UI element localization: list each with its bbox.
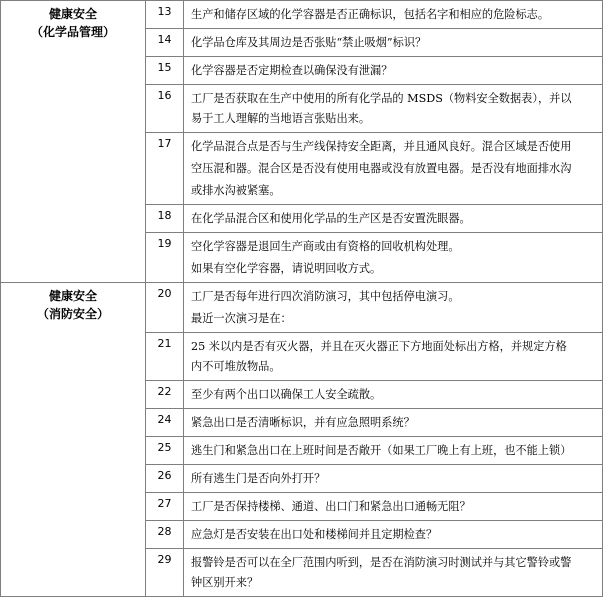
- item-text-line: 在化学品混合区和使用化学品的生产区是否安置洗眼器。: [191, 212, 471, 225]
- item-number-cell: [146, 333, 184, 381]
- item-text-line: 工厂是否保持楼梯、通道、出口门和紧急出口通畅无阻？: [191, 500, 471, 513]
- item-text-cell: [184, 381, 603, 409]
- item-number: 22: [157, 385, 172, 398]
- item-number: 18: [157, 209, 172, 222]
- item-text-line: 逃生门和紧急出口在上班时间是否敞开（如果工厂晚上有上班，也不能上锁）: [191, 444, 572, 457]
- item-text-line: 易于工人理解的当地语言张贴出来。: [191, 112, 371, 125]
- table-row: [1, 283, 603, 333]
- item-text-cell: [184, 233, 603, 283]
- item-number-cell: [146, 283, 184, 333]
- item-text-line: 空化学容器是退回生产商或由有资格的回收机构处理。: [191, 240, 460, 253]
- item-text-cell: [184, 57, 603, 85]
- item-text-cell: [184, 549, 603, 597]
- item-number-cell: [146, 133, 184, 205]
- item-text-line: 最近一次演习是在：: [191, 312, 292, 325]
- item-number: 21: [157, 337, 172, 350]
- item-text-line: 空压混和器。混合区是否没有使用电器或没有放置电器。是否没有地面排水沟: [191, 162, 572, 175]
- item-number-cell: [146, 1, 184, 29]
- item-number-cell: [146, 381, 184, 409]
- item-number: 29: [157, 553, 172, 566]
- item-text-line: 25 米以内是否有灭火器，并且在灭火器正下方地面处标出方格，并规定方格: [191, 340, 567, 353]
- item-text-line: 工厂是否每年进行四次消防演习，其中包括停电演习。: [191, 290, 460, 303]
- item-text-line: 如果有空化学容器，请说明回收方式。: [191, 262, 382, 275]
- category-subtitle: （化学品管理）: [30, 25, 115, 39]
- table-row: [1, 1, 603, 29]
- item-text-cell: [184, 205, 603, 233]
- item-text-line: 生产和储存区域的化学容器是否正确标识，包括名字和相应的危险标志。: [191, 8, 550, 21]
- item-number: 13: [157, 5, 172, 18]
- item-text-line: 或排水沟被紧塞。: [191, 184, 281, 197]
- item-number-cell: [146, 57, 184, 85]
- item-text-cell: [184, 521, 603, 549]
- item-number: 25: [157, 441, 172, 454]
- item-number-cell: [146, 409, 184, 437]
- item-text-cell: [184, 333, 603, 381]
- item-text-line: 化学品仓库及其周边是否张贴“禁止吸烟”标识？: [191, 36, 427, 49]
- item-text-line: 紧急出口是否清晰标识，并有应急照明系统？: [191, 416, 415, 429]
- category-cell: [1, 283, 146, 597]
- item-text-line: 应急灯是否安装在出口处和楼梯间并且定期检查？: [191, 528, 438, 541]
- item-number-cell: [146, 437, 184, 465]
- item-number: 26: [157, 469, 172, 482]
- item-number: 15: [157, 61, 172, 74]
- item-text-line: 报警铃是否可以在全厂范围内听到，是否在消防演习时测试并与其它警铃或警: [191, 556, 572, 569]
- item-text-cell: [184, 29, 603, 57]
- item-number: 27: [157, 497, 172, 510]
- item-number-cell: [146, 465, 184, 493]
- item-number: 24: [157, 413, 172, 426]
- item-number-cell: [146, 493, 184, 521]
- item-text-line: 化学品混合点是否与生产线保持安全距离，并且通风良好。混合区域是否使用: [191, 140, 572, 153]
- category-title: 健康安全: [48, 7, 97, 21]
- item-text-cell: [184, 283, 603, 333]
- item-number: 16: [157, 89, 172, 102]
- item-text-cell: [184, 409, 603, 437]
- item-text-line: 内不可堆放物品。: [191, 360, 281, 373]
- item-text-line: 工厂是否获取在生产中使用的所有化学品的 MSDS（物料安全数据表），并以: [191, 92, 572, 105]
- item-text-cell: [184, 437, 603, 465]
- item-text-cell: [184, 1, 603, 29]
- item-text-cell: [184, 465, 603, 493]
- item-text-cell: [184, 493, 603, 521]
- item-text-cell: [184, 85, 603, 133]
- item-text-line: 钟区别开来？: [191, 576, 259, 589]
- item-number-cell: [146, 85, 184, 133]
- item-number: 19: [157, 237, 172, 250]
- item-number: 20: [157, 287, 172, 300]
- item-number: 28: [157, 525, 172, 538]
- item-text-line: 至少有两个出口以确保工人安全疏散。: [191, 388, 382, 401]
- item-number: 17: [157, 137, 172, 150]
- item-number-cell: [146, 549, 184, 597]
- item-number-cell: [146, 205, 184, 233]
- item-text-cell: [184, 133, 603, 205]
- item-text-line: 化学容器是否定期检查以确保没有泄漏？: [191, 64, 393, 77]
- item-number-cell: [146, 233, 184, 283]
- category-subtitle: （消防安全）: [36, 307, 109, 321]
- item-number-cell: [146, 29, 184, 57]
- item-number: 14: [157, 33, 172, 46]
- category-title: 健康安全: [48, 289, 97, 303]
- category-cell: [1, 1, 146, 283]
- item-number-cell: [146, 521, 184, 549]
- item-text-line: 所有逃生门是否向外打开？: [191, 472, 326, 485]
